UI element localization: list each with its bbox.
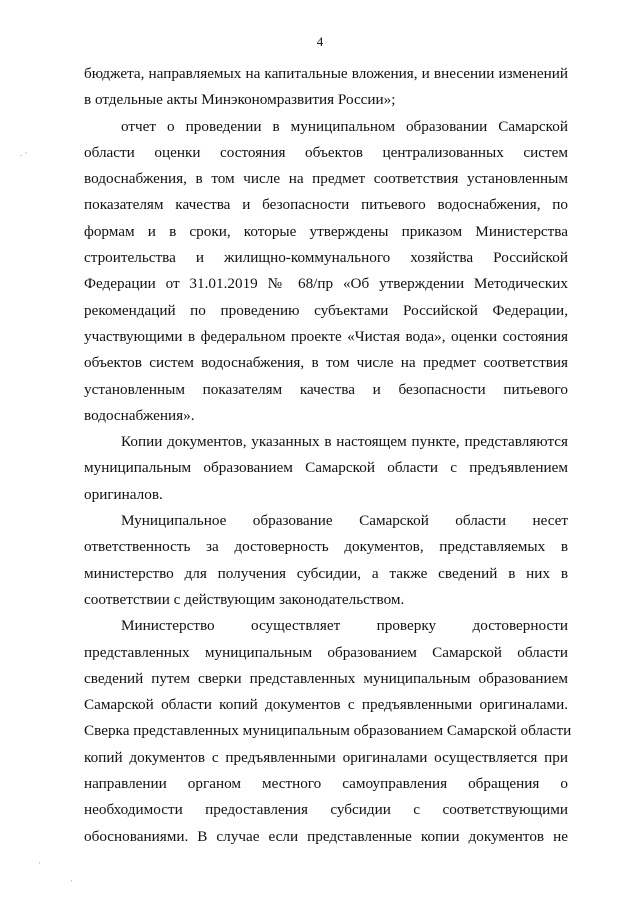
text-line: муниципальным образованием Самарской области с предъявлением xyxy=(84,459,568,477)
text-line: необходимости предоставления субсидии с соответствующими xyxy=(84,801,568,819)
text-line: рекомендаций по проведению субъектами Российской Федерации, xyxy=(84,301,568,319)
text-line: представленных муниципальным образованием Самарской области xyxy=(84,643,568,661)
paragraph xyxy=(84,114,568,430)
text-line: участвующими в федеральном проекте «Чистая вода», оценки состояния xyxy=(84,327,568,345)
text-line: показателям качества и безопасности питьевого водоснабжения, по xyxy=(84,196,568,214)
scan-mark: . · xyxy=(20,148,28,158)
text-line: ответственность за достоверность документов, представляемых в xyxy=(84,538,568,556)
paragraph xyxy=(84,613,572,850)
text-line: Сверка представленных муниципальным образованием Самарской области xyxy=(84,722,572,740)
text-line: соответствии с действующим законодательством. xyxy=(84,590,405,608)
text-line: строительства и жилищно-коммунального хозяйства Российской xyxy=(84,249,568,267)
text-line: в отдельные акты Минэкономразвития России»; xyxy=(84,91,396,109)
text-line: направлении органом местного самоуправления обращения о xyxy=(84,775,568,793)
text-line: установленным показателям качества и безопасности питьевого xyxy=(84,380,568,398)
text-line: формам и в сроки, которые утверждены приказом Министерства xyxy=(84,222,568,240)
text-line: водоснабжения, в том числе на предмет соответствия установленным xyxy=(84,170,568,188)
text-line: Федерации от 31.01.2019 № 68/пр «Об утверждении Методических xyxy=(84,275,568,293)
scan-mark: · xyxy=(70,876,73,886)
text-line: сведений путем сверки представленных муниципальным образованием xyxy=(84,669,568,687)
text-line: бюджета, направляемых на капитальные вложения, и внесении изменений xyxy=(84,65,568,82)
paragraph xyxy=(84,508,568,613)
text-line: водоснабжения». xyxy=(84,406,195,424)
text-line: отчет о проведении в муниципальном образовании Самарской xyxy=(121,117,568,135)
scan-mark: · xyxy=(38,858,41,868)
text-line: Копии документов, указанных в настоящем пункте, представляются xyxy=(121,433,568,451)
text-line: оригиналов. xyxy=(84,485,163,503)
text-line: Самарской области копий документов с предъявленными оригиналами. xyxy=(84,696,568,714)
text-line: области оценки состояния объектов централизованных систем xyxy=(84,143,568,161)
text-line: министерство для получения субсидии, а также сведений в них в xyxy=(84,564,568,582)
paragraph xyxy=(84,61,568,114)
page-number: 4 xyxy=(316,34,324,49)
document-body xyxy=(84,61,572,850)
text-line: Министерство осуществляет проверку достоверности xyxy=(121,617,568,635)
text-line: копий документов с предъявленными оригиналами осуществляется при xyxy=(84,748,568,766)
text-line: обоснованиями. В случае если представленные копии документов не xyxy=(84,827,568,845)
paragraph xyxy=(84,429,568,508)
text-line: Муниципальное образование Самарской области несет xyxy=(121,512,568,530)
text-line: объектов систем водоснабжения, в том числе на предмет соответствия xyxy=(84,354,568,372)
